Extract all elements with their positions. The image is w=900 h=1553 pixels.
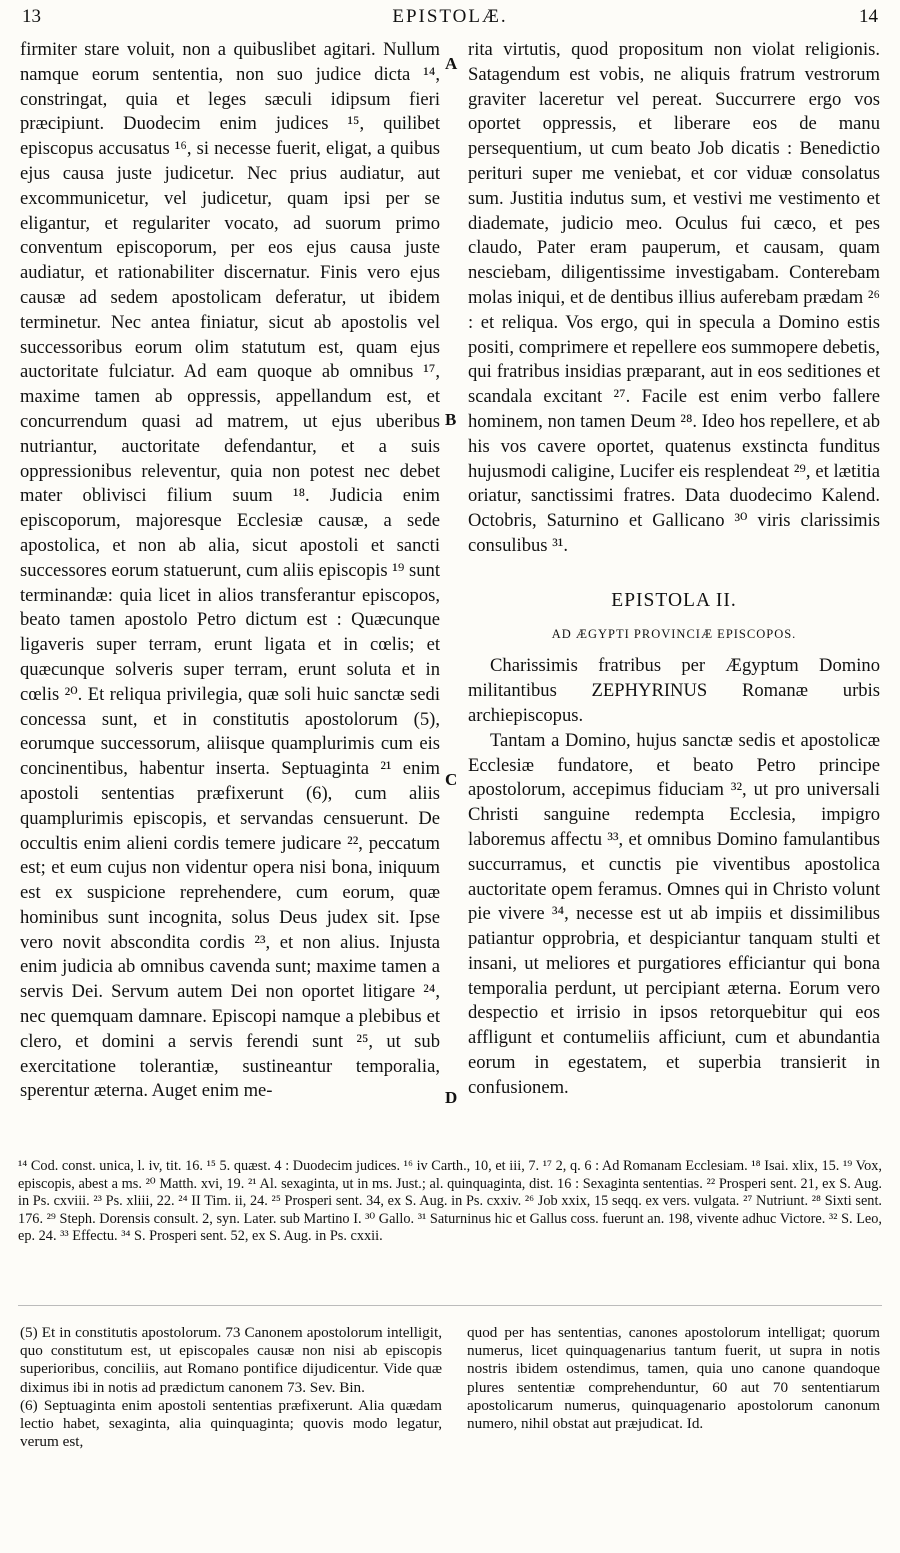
epistle-title: EPISTOLA II.	[611, 589, 737, 611]
epistle-1-conclusion: rita virtutis, quod propositum non violat religionis. Satagendum est vobis, ne aliquis fratrum vestrorum graviter laceretur vel pereat. Succurrere ergo vos oportet oppressis, et liberare eos de manu persequentium, ut cum beato Job dicatis : Benedictio perituri super me veniebat, et cor viduæ consolatus sum. Justitia indutus sum, et vestivi me vestimento et diademate, judicio meo. Oculus fui cæco, et pes claudo, Pater eram pauperum, et causam, quam nesciebam, diligentissime investigabam. Conterebam molas iniqui, et de dentibus illius auferebam prædam ²⁶ : et reliqua. Vos ergo, qui in specula a Domino estis positi, comprimere et repellere eos summopere debetis, qui fratribus insidias præparant, aut in eos seditiones et scandala excitant ²⁷. Facile est enim verbo fallere hominem, non tamen Deum ²⁸. Ideo hos repellere, et ab his vos cavere oportet, quatenus exstincta funditus hujusmodi caligine, Lucifer eis resplendeat ²⁹, et lætitia oriatur, sanctissimi fratres. Data duodecimo Kalend. Octobris, Saturnino et Gallicano ³⁰ viris clarissimis consulibus ³¹.	[468, 39, 880, 556]
page-number-left: 13	[22, 6, 41, 27]
epistle-2-opening: Tantam a Domino, hujus sanctæ sedis et apostolicæ Ecclesiæ fundatore, et beato Petro principe apostolorum, accepimus fiduciam ³², ut pro universali Christi sanguine redempta Ecclesia, impigro laboremus affectu ³³, et omnibus Domino famulantibus succurramus, et cunctis pie viventibus apostolica auctoritate opem feramus. Omnes qui in Christo volunt pie vivere ³⁴, necesse est ut ab impiis et dissimilibus patiantur opprobria, et despiciantur tanquam stulti et insani, ut meliores et purgatiores efficiantur qui bona temporalia perdunt, ut percipiant æterna. Eorum vero despectio et irrisio in ipsos retorquebitur qui eos affligunt et contumeliis afficiunt, cum et abundantia eorum in egestatem, et superbia transierit in confusionem.	[468, 729, 880, 1098]
editor-notes-left	[20, 1324, 442, 1451]
left-column-text: firmiter stare voluit, non a quibuslibet agitari. Nullum namque eorum sententia, non suo judice dicta ¹⁴, constringat, quia et leges sæculi idipsum fieri præcipiunt. Duodecim enim judices ¹⁵, quilibet episcopus accusatus ¹⁶, si necesse fuerit, eligat, a quibus ejus causa juste judicetur. Nec prius audiatur, aut excommunicetur, vel judicetur, quam ipsi per se eligantur, et regulariter vocato, ad suorum primo conventum episcoporum, per eos ejus causa juste audiatur, et rationabiliter discernatur. Finis vero ejus causæ ad sedem apostolicam deferatur, ut ibidem terminetur. Nec antea finiatur, sicut ab apostolis vel successoribus eorum olim statutum est, quam ejus auctoritate fulciatur. Ad eam quoque ab omnibus ¹⁷, maxime tamen ab oppressis, appellandum est, et concurrendum quasi ad matrem, ut ejus uberibus nutriantur, auctoritate defendantur, et a suis oppressionibus releventur, quia non potest nec debet mater oblivisci filium suum ¹⁸. Judicia enim episcoporum, majoresque Ecclesiæ causæ, a sede apostolica, et non ab alia, sicut apostoli et sancti successores eorum statuerunt, cum aliis episcopis ¹⁹ sunt terminandæ: quia licet in alios transferantur episcopos, beato tamen apostolo Petro dictum est : Quæcunque ligaveris super terram, erunt ligata et in cœlis; et quæcunque solveris super terram, erunt soluta et in cœlis ²⁰. Et reliqua privilegia, quæ soli huic sanctæ sedi concessa sunt, et in constitutis apostolorum (5), eorumque successorum, aliisque quamplurimis cum eis concinentibus, habentur inserta. Septuaginta ²¹ enim apostoli sententias præfixerunt (6), cum aliis quamplurimis episcopis, et servandas censuerunt. De occultis enim alieni cordis temere judicare ²², peccatum est; et eum cujus non videntur opera nisi bona, iniquum est ex suspicione reprehendere, cum eorum, quæ hominibus sunt incognita, solus Deus judex sit. Ipse vero novit abscondita cordis ²³, et non alius. Injusta enim judicia ab omnibus cavenda sunt; maxime tamen a servis Dei. Servum autem Dei non oportet litigare ²⁴, nec quemquam damnare. Episcopi namque a plebibus et clero, et domini a servis ferendi sunt ²⁵, ut sub exercitatione tolerantiæ, sustineantur temporalia, sperentur æterna. Auget enim me-	[20, 39, 441, 1102]
editor-notes-right	[467, 1324, 880, 1433]
note-6: (6) Septuaginta enim apostoli sententias præfixerunt. Alia quædam lectio habet, sexaginta, alia quinquaginta; quovis modo legatur, verum est,	[20, 1396, 442, 1451]
notes-divider	[18, 1305, 882, 1306]
margin-letter-c: C	[445, 770, 458, 789]
left-column	[20, 38, 440, 1104]
page-header	[18, 6, 882, 32]
margin-letter-d: D	[445, 1088, 458, 1107]
salutation: Charissimis fratribus per Ægyptum Domino militantibus ZEPHYRINUS Romanæ urbis archiepiscopus.	[468, 655, 880, 726]
margin-letter-a: A	[445, 54, 458, 73]
note-5: (5) Et in constitutis apostolorum. 73 Canonem apostolorum intelligit, quo constitutum est, ut episcopales causæ non nisi ab episcopis superioribus, conciliis, aut Romano pontifice dijudicentur. Vide quæ diximus ibi in notis ad prædictum canonem 73. Sev. Bin.	[20, 1324, 442, 1396]
margin-letter-b: B	[445, 410, 457, 429]
epistle-subtitle: AD ÆGYPTI PROVINCIÆ EPISCOPOS.	[551, 626, 797, 641]
note-6-continued: quod per has sententias, canones apostolorum intelligat; quorum numerus, licet quinquagenarius tantum fuerit, ut supra in notis nostris ibidem ostendimus, tamen, quia uno canone quandoque plures sententiæ comprehenduntur, 60 aut 70 sententiarum apostolicarum numerus, quinquagenario apostolorum canonum numero, nihil obstat aut præjudicat. Id.	[467, 1324, 880, 1433]
footnotes: ¹⁴ Cod. const. unica, l. iv, tit. 16. ¹⁵ 5. quæst. 4 : Duodecim judices. ¹⁶ iv Carth., 10, et iii, 7. ¹⁷ 2, q. 6 : Ad Romanam Ecclesiam. ¹⁸ Isai. xlix, 15. ¹⁹ Vox, episcopis, abest a ms. ²⁰ Matth. xvi, 19. ²¹ Al. sexaginta, ut in ms. Just.; al. quinquaginta, dist. 16 : Sexaginta sententias. ²² Prosperi sent. 21, ex S. Aug. in Ps. cxviii. ²³ Ps. xliii, 22. ²⁴ II Tim. ii, 24. ²⁵ Prosperi sent. 34, ex S. Aug. in Ps. cxxiv. ²⁶ Job xxix, 15 seqq. ex vers. vulgata. ²⁷ Nutriunt. ²⁸ Sixti sent. 176. ²⁹ Steph. Dorensis consult. 2, syn. Later. sub Martino I. ³⁰ Gallo. ³¹ Saturninus hic et Gallus coss. fuerunt an. 198, vivente adhuc Victore. ³² S. Leo, ep. 24. ³³ Effectu. ³⁴ S. Prosperi sent. 52, ex S. Aug. in Ps. cxxii.	[18, 1158, 882, 1245]
right-column	[468, 38, 880, 1101]
running-title: EPISTOLÆ.	[392, 6, 508, 27]
page-number-right: 14	[859, 6, 878, 27]
